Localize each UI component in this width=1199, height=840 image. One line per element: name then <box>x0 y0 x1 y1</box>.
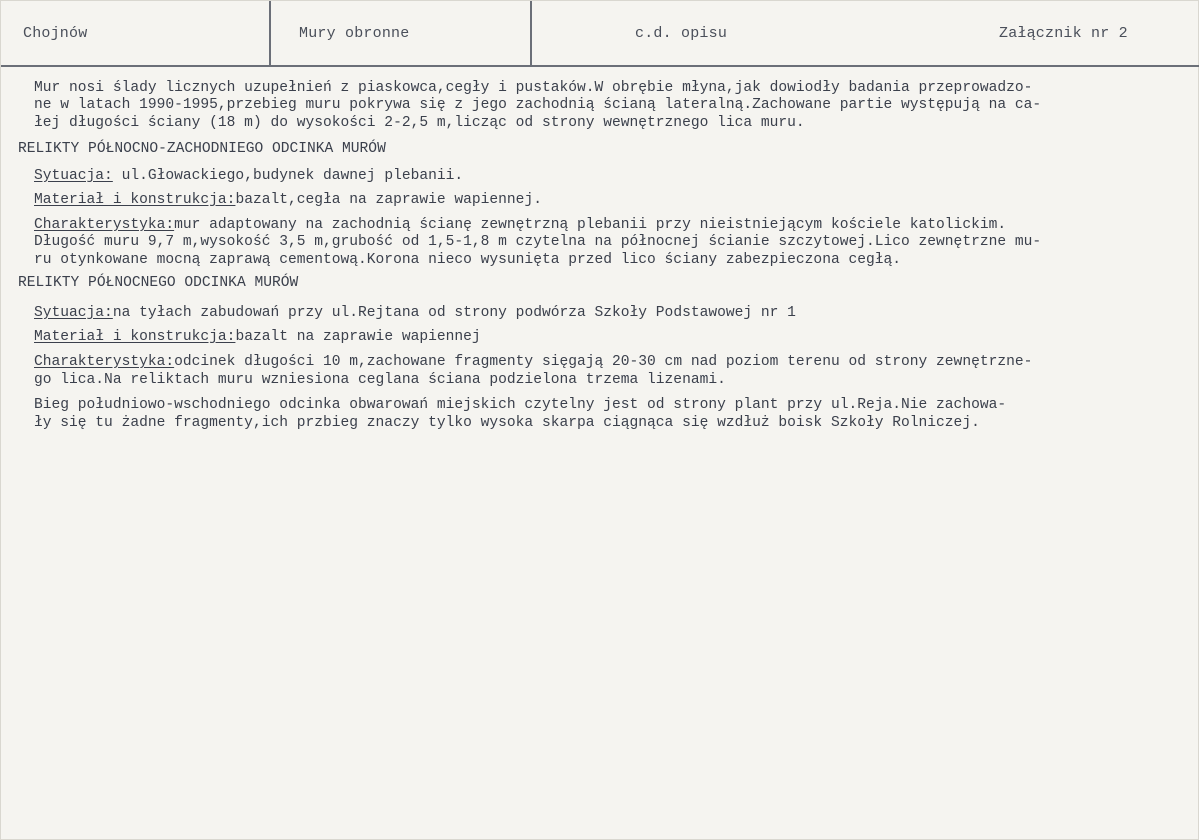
intro-line-1: Mur nosi ślady licznych uzupełnień z piaskowca,cegły i pustaków.W obrębie młyna,jak dowiodły badania przeprowadzo- <box>34 80 1033 96</box>
nw-situation-label: Sytuacja: <box>34 168 113 184</box>
nw-char-line-2: Długość muru 9,7 m,wysokość 3,5 m,grubość od 1,5-1,8 m czytelna na północnej ścianie szczytowej.Lico zewnętrzne mu- <box>34 234 1042 250</box>
n-situation-value: na tyłach zabudowań przy ul.Rejtana od strony podwórza Szkoły Podstawowej nr 1 <box>112 305 796 321</box>
nw-material-label: Materiał i konstrukcja: <box>34 192 236 208</box>
n-char-line-2: go lica.Na reliktach muru wzniesiona ceglana ściana podzielona trzema lizenami. <box>34 372 726 388</box>
intro-line-2: ne w latach 1990-1995,przebieg muru pokrywa się z jego zachodnią ścianą lateralną.Zachowane partie występują na ca- <box>34 97 1042 113</box>
n-situation-label: Sytuacja: <box>34 305 113 321</box>
nw-char-value: mur adaptowany na zachodnią ścianę zewnętrzną plebanii przy nieistniejącym kościele katolickim. <box>174 217 1007 233</box>
n-situation <box>34 304 796 323</box>
nw-situation-value: ul.Głowackiego,budynek dawnej plebanii. <box>112 168 464 184</box>
header-divider-2 <box>530 1 532 67</box>
n-heading: RELIKTY PÓŁNOCNEGO ODCINKA MURÓW <box>18 275 299 291</box>
se-line-1: Bieg południowo-wschodniego odcinka obwarowań miejskich czytelny jest od strony plant przy ul.Reja.Nie zachowa- <box>34 397 1007 413</box>
n-char-label: Charakterystyka: <box>34 354 175 370</box>
nw-heading: RELIKTY PÓŁNOCNO-ZACHODNIEGO ODCINKA MURÓW <box>18 141 386 157</box>
nw-material <box>34 191 542 210</box>
attachment-field: Załącznik nr 2 <box>999 24 1128 42</box>
nw-situation <box>34 167 463 186</box>
header-divider-1 <box>269 1 271 67</box>
card-header <box>1 1 1199 67</box>
n-material-label: Materiał i konstrukcja: <box>34 329 236 345</box>
n-char-line-1 <box>34 353 1032 372</box>
n-material-value: bazalt na zaprawie wapiennej <box>235 329 481 345</box>
n-char-value: odcinek długości 10 m,zachowane fragmenty sięgają 20-30 cm nad poziom terenu od strony zewnętrzne- <box>174 354 1033 370</box>
nw-char-label: Charakterystyka: <box>34 217 175 233</box>
object-field: Mury obronne <box>299 24 410 42</box>
intro-line-3: łej długości ściany (18 m) do wysokości 2-2,5 m,licząc od strony wewnętrznego lica muru. <box>34 115 805 131</box>
nw-material-value: bazalt,cegła na zaprawie wapiennej. <box>235 192 542 208</box>
section-field: c.d. opisu <box>635 24 728 42</box>
nw-char-line-3: ru otynkowane mocną zaprawą cementową.Korona nieco wysunięta przed lico ściany zabezpieczona cegłą. <box>34 252 902 268</box>
n-material <box>34 328 481 347</box>
se-line-2: ły się tu żadne fragmenty,ich przbieg znaczy tylko wysoka skarpa ciągnąca się wzdłuż boisk Szkoły Rolniczej. <box>34 415 980 431</box>
location-field: Chojnów <box>23 24 88 42</box>
